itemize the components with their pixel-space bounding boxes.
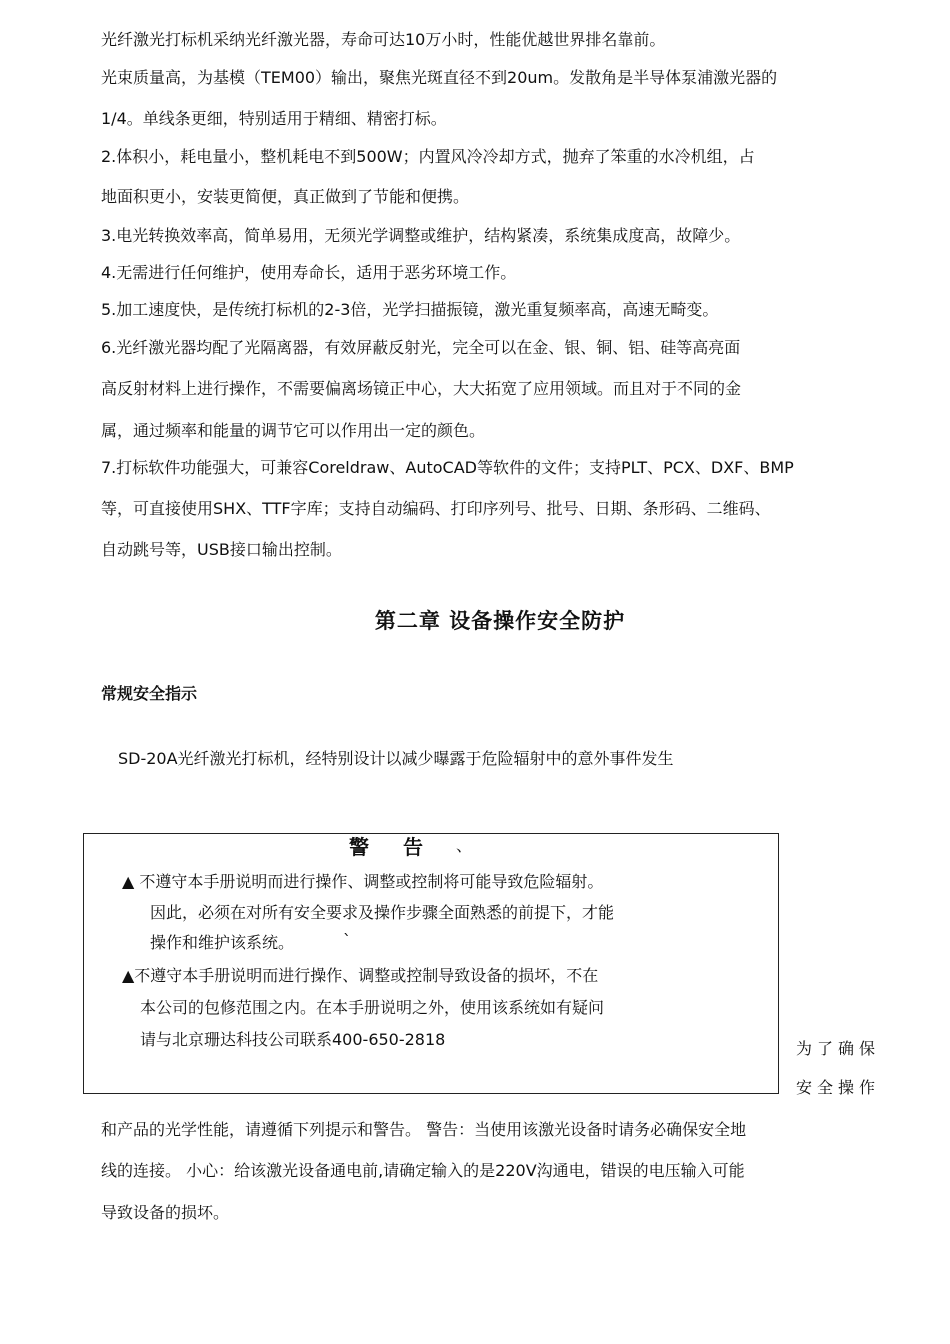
paragraph-line: 属，通过频率和能量的调节它可以作用出一定的颜色。 [101, 421, 486, 440]
paragraph-line: 高反射材料上进行操作，不需要偏离场镜正中心，大大拓宽了应用领域。而且对于不同的金 [101, 379, 742, 398]
warning-title: 警告 [349, 835, 457, 859]
paragraph-line: 光纤激光打标机采纳光纤激光器，寿命可达10万小时，性能优越世界排名靠前。 [101, 30, 666, 49]
side-text: 安全操作 [796, 1078, 881, 1097]
warning-line: 因此，必须在对所有安全要求及操作步骤全面熟悉的前提下，才能 [150, 903, 615, 922]
side-text: 为了确保 [796, 1039, 881, 1058]
paragraph-line: 2.体积小，耗电量小，整机耗电不到500W；内置风冷冷却方式，抛弃了笨重的水冷机组，占 [101, 147, 755, 166]
paragraph-line: 等，可直接使用SHX、TTF字库；支持自动编码、打印序列号、批号、日期、条形码、二维码、 [101, 499, 771, 518]
paragraph-line: 地面积更小，安装更简便，真正做到了节能和便携。 [101, 187, 470, 206]
section-title: 常规安全指示 [101, 684, 198, 703]
chapter-title: 第二章 设备操作安全防护 [374, 609, 626, 633]
warning-line: 请与北京珊达科技公司联系400-650-2818 [140, 1030, 446, 1049]
paragraph-line: 自动跳号等，USB接口输出控制。 [101, 540, 342, 559]
paragraph-line: 7.打标软件功能强大，可兼容Coreldraw、AutoCAD等软件的文件；支持PLT、PCX、DXF、BMP [101, 458, 794, 477]
paragraph-line: 6.光纤激光器均配了光隔离器，有效屏蔽反射光，完全可以在金、银、铜、铝、硅等高亮面 [101, 338, 741, 357]
paragraph-line: 3.电光转换效率高，简单易用，无须光学调整或维护，结构紧凑，系统集成度高，故障少。 [101, 226, 741, 245]
warning-box [83, 833, 779, 1094]
paragraph-line: 1/4。单线条更细，特别适用于精细、精密打标。 [101, 109, 447, 128]
paragraph-line: 4.无需进行任何维护，使用寿命长，适用于恶劣环境工作。 [101, 263, 517, 282]
warning-line: 操作和维护该系统。 [150, 933, 295, 952]
closing-line: 和产品的光学性能，请遵循下列提示和警告。 警告：当使用该激光设备时请务必确保安全地 [101, 1120, 747, 1139]
warning-title-mark: 、 [456, 836, 473, 855]
intro-line: SD-20A光纤激光打标机，经特别设计以减少曝露于危险辐射中的意外事件发生 [118, 749, 674, 768]
closing-line: 导致设备的损坏。 [101, 1203, 230, 1222]
closing-line: 线的连接。 小心：给该激光设备通电前,请确定输入的是220V沟通电，错误的电压输入可能 [101, 1161, 745, 1180]
paragraph-line: 5.加工速度快，是传统打标机的2-3倍，光学扫描振镜，激光重复频率高，高速无畸变。 [101, 300, 719, 319]
warning-line: 本公司的包修范围之内。在本手册说明之外，使用该系统如有疑问 [140, 998, 605, 1017]
warning-line: ▲ 不遵守本手册说明而进行操作、调整或控制将可能导致危险辐射。 [122, 872, 604, 891]
paragraph-line: 光束质量高，为基模（TEM00）输出，聚焦光斑直径不到20um。发散角是半导体泵浦激光器的 [101, 68, 778, 87]
warning-line: ▲不遵守本手册说明而进行操作、调整或控制导致设备的损坏，不在 [122, 966, 599, 985]
warning-stray-mark: ` [343, 931, 351, 950]
